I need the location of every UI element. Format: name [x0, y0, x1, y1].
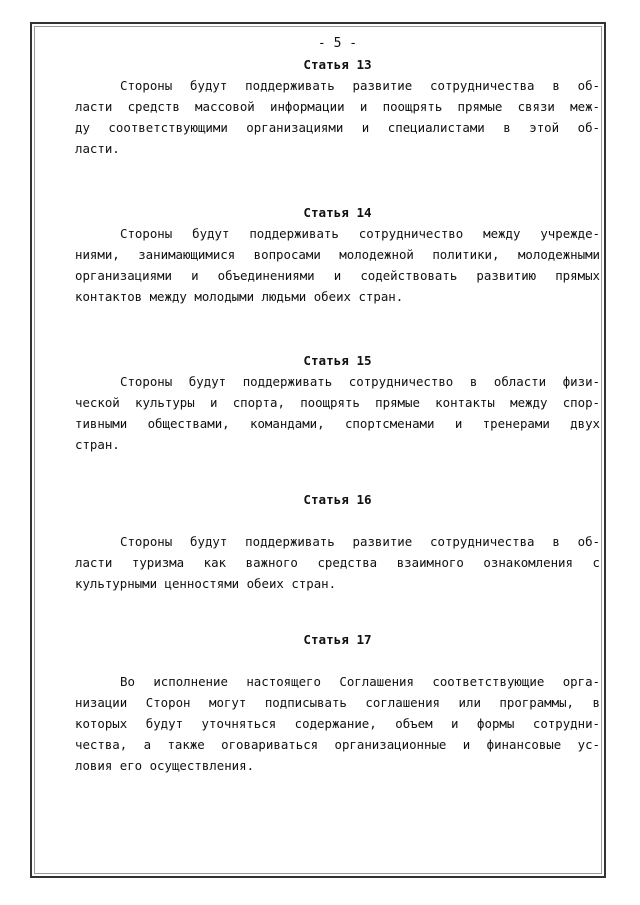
- paragraph-line: ду соответствующими организациями и специалистами в этой об-: [75, 120, 600, 135]
- paragraph-line: ческой культуры и спорта, поощрять прямые контакты между спор-: [75, 395, 600, 410]
- article-title: Статья 16: [303, 492, 372, 507]
- paragraph-line: Стороны будут поддерживать сотрудничество между учрежде-: [120, 226, 600, 241]
- article-15: [75, 350, 600, 455]
- paragraph-line: Стороны будут поддерживать развитие сотрудничества в об-: [120, 78, 600, 93]
- paragraph-line: ласти туризма как важного средства взаимного ознакомления с: [75, 555, 600, 570]
- document-body: [75, 33, 600, 776]
- article-17: [75, 629, 600, 776]
- paragraph-line: Стороны будут поддерживать сотрудничество в области физи-: [120, 374, 600, 389]
- paragraph-line: ласти.: [75, 141, 120, 156]
- paragraph-line: организациями и объединениями и содействовать развитию прямых: [75, 268, 600, 283]
- paragraph-line: Стороны будут поддерживать развитие сотрудничества в об-: [120, 534, 600, 549]
- page-number: - 5 -: [317, 36, 358, 51]
- article-14: [75, 202, 600, 307]
- paragraph-line: Во исполнение настоящего Соглашения соответствующие орга-: [120, 674, 600, 689]
- paragraph-line: которых будут уточняться содержание, объем и формы сотрудни-: [75, 716, 600, 731]
- paragraph-line: стран.: [75, 437, 120, 452]
- paragraph-line: контактов между молодыми людьми обеих стран.: [75, 289, 404, 304]
- paragraph-line: тивными обществами, командами, спортсменами и тренерами двух: [75, 416, 600, 431]
- article-title: Статья 13: [303, 57, 372, 72]
- paragraph-line: чества, а также оговариваться организационные и финансовые ус-: [75, 737, 600, 752]
- paragraph-line: ниями, занимающимися вопросами молодежной политики, молодежными: [75, 247, 600, 262]
- paragraph-line: культурными ценностями обеих стран.: [75, 576, 337, 591]
- paragraph-line: низации Сторон могут подписывать соглашения или программы, в: [75, 695, 600, 710]
- article-title: Статья 14: [303, 205, 372, 220]
- paragraph-line: ловия его осуществления.: [75, 758, 255, 773]
- article-title: Статья 17: [303, 632, 372, 647]
- article-16: [75, 489, 600, 594]
- article-13: [75, 54, 600, 159]
- article-title: Статья 15: [303, 353, 372, 368]
- paragraph-line: ласти средств массовой информации и поощрять прямые связи меж-: [75, 99, 600, 114]
